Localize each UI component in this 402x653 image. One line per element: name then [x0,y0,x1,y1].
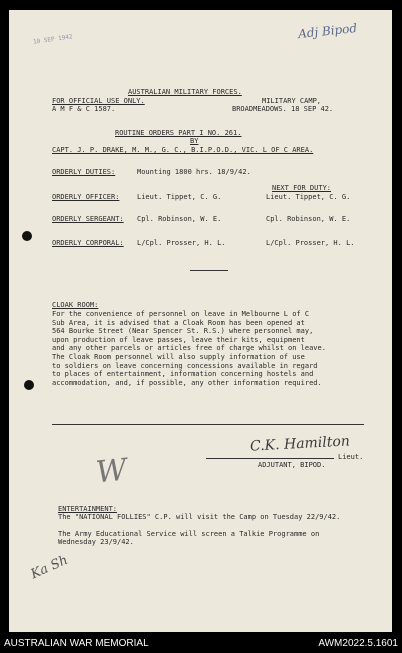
form-number: A M F & C 1587. [52,105,116,113]
forces-heading: AUSTRALIAN MILITARY FORCES. [128,88,242,96]
divider [190,270,228,271]
signature-rank: Lieut. [338,453,364,461]
orders-by: BY [190,137,199,145]
adjutant-title: ADJUTANT, BIPOD. [258,461,326,469]
orderly-duties-label: ORDERLY DUTIES: [52,168,116,176]
commander-line: CAPT. J. P. DRAKE, M. M., G. C., B.I.P.O.D., VIC. L OF C AREA. [52,146,314,154]
paragraph-line: 564 Bourke Street (Near Spencer St. R.S.) where personnel may, [52,327,314,336]
bottom-initials: Ka Sh [28,552,71,583]
handwritten-annotation: Adj Bipod [297,20,358,42]
paragraph-line: Sub Area, it is advised that a Cloak Room has been opened at [52,318,305,327]
entertainment-line: The Army Educational Service will screen a Talkie Programme on [58,530,320,538]
received-stamp: 10 SEP 1942 [32,33,73,46]
entertainment-line: Wednesday 23/9/42. [58,538,134,546]
cloak-room-paragraph [52,310,326,387]
adjutant-signature: C.K. Hamilton [249,433,351,455]
paragraph-line: For the convenience of personnel on leave in Melbourne L of C [52,310,310,318]
orderly-sergeant-current: Cpl. Robinson, W. E. [137,215,222,223]
orderly-officer-current: Lieut. Tippet, C. G. [137,193,222,201]
mounting-time: Mounting 1800 hrs. 18/9/42. [137,168,251,176]
orders-title: ROUTINE ORDERS PART I NO. 261. [115,129,242,137]
punch-hole [22,231,32,241]
handwritten-initials: W [94,452,129,491]
signature-rule [206,458,334,459]
footer-accession-number: AWM2022.5.1601 [318,638,398,649]
footer-institution: AUSTRALIAN WAR MEMORIAL [4,638,149,649]
paragraph-line: and any other parcels or articles free of charge whilst on leave. [52,344,326,353]
cloak-room-heading: CLOAK ROOM: [52,301,99,309]
orderly-officer-next: Lieut. Tippet, C. G. [266,193,351,201]
paragraph-line: to places of entertainment, information concerning hostels and [52,370,314,379]
paragraph-line: upon production of leave passes, leave their kits, equipment [52,335,305,344]
paragraph-line: The Cloak Room personnel will also supply information of use [52,352,305,361]
next-for-duty-label: NEXT FOR DUTY: [272,184,332,192]
camp-label: MILITARY CAMP, [262,97,322,105]
orderly-officer-label: ORDERLY OFFICER: [52,193,120,201]
orderly-corporal-current: L/Cpl. Prosser, H. L. [137,239,226,247]
entertainment-heading: ENTERTAINMENT: [58,505,118,513]
place-date: BROADMEADOWS. 18 SEP 42. [232,105,334,113]
orderly-sergeant-label: ORDERLY SERGEANT: [52,215,124,223]
section-rule [52,424,364,425]
orderly-sergeant-next: Cpl. Robinson, W. E. [266,215,351,223]
punch-hole [24,380,34,390]
orderly-corporal-next: L/Cpl. Prosser, H. L. [266,239,355,247]
orderly-corporal-label: ORDERLY CORPORAL: [52,239,124,247]
entertainment-line: The "NATIONAL FOLLIES" C.P. will visit the Camp on Tuesday 22/9/42. [58,513,341,521]
paragraph-line: to soldiers on leave concerning concessions available in regard [52,361,318,370]
official-use-line: FOR OFFICIAL USE ONLY. [52,97,145,105]
paragraph-line: accommodation, and, if possible, any other information required. [52,378,322,387]
